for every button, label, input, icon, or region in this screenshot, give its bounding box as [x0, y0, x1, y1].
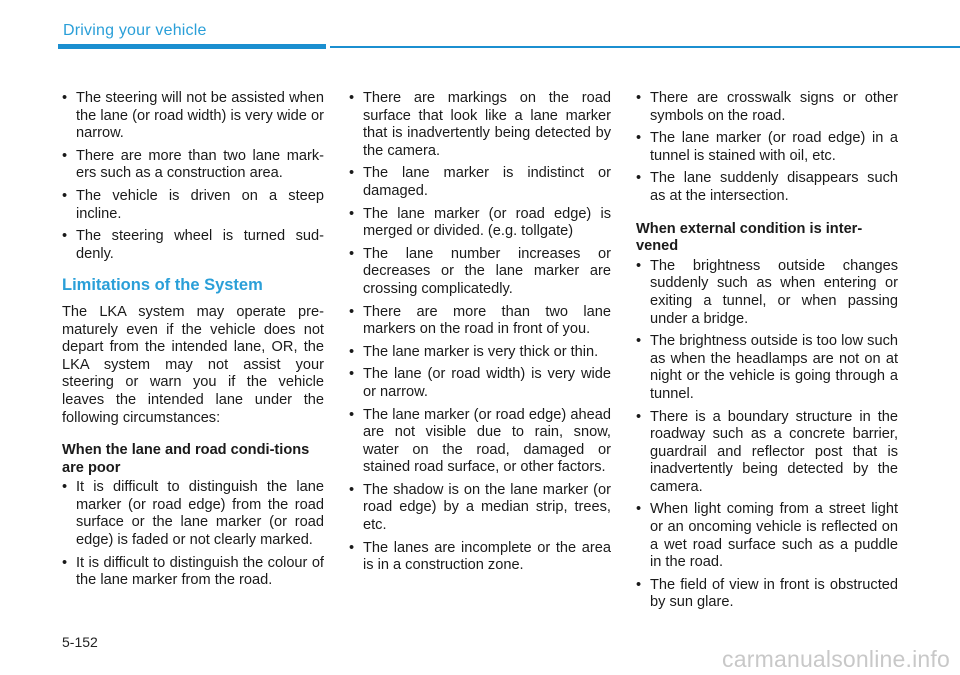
list-item: • It is difficult to distinguish the colour of the lane marker from the road.: [62, 555, 324, 590]
column-right: [636, 90, 898, 617]
bullet-list: [62, 479, 324, 590]
list-item: • The lane (or road width) is very wide or narrow.: [349, 366, 611, 401]
list-item: • The steering will not be assisted when the lane (or road width) is very wide or narrow.: [62, 90, 324, 143]
list-item: • The lane marker is very thick or thin.: [349, 344, 611, 362]
list-item: • There are more than two lane markers on the road in front of you.: [349, 304, 611, 339]
list-item: • The lanes are incomplete or the area is in a construction zone.: [349, 540, 611, 575]
header-rule: [330, 46, 960, 48]
list-item: • The field of view in front is obstructed by sun glare.: [636, 577, 898, 612]
list-item: • There are markings on the road surface that look like a lane marker that is inadvertently being detected by the camera.: [349, 90, 611, 160]
list-item: • The lane marker is indistinct or damaged.: [349, 165, 611, 200]
watermark: carmanualsonline.info: [722, 646, 950, 672]
column-left: [62, 90, 324, 595]
bullet-list: [636, 258, 898, 612]
list-item: • The brightness outside changes suddenly such as when entering or exiting a tunnel, or when passing under a bridge.: [636, 258, 898, 328]
section-title: Limitations of the System: [62, 276, 263, 295]
section-header: Driving your vehicle: [63, 22, 207, 39]
list-item: • When light coming from a street light or an oncoming vehicle is reflected on a wet road surface such as a puddle in the road.: [636, 501, 898, 571]
subheading: When external condition is inter-vened: [636, 220, 863, 255]
list-item: • The lane suddenly disappears such as at the intersection.: [636, 170, 898, 205]
bullet-list: [349, 90, 611, 575]
list-item: • The lane marker (or road edge) is merged or divided. (e.g. tollgate): [349, 206, 611, 241]
list-item: • The lane marker (or road edge) ahead are not visible due to rain, snow, water on the road, damaged or stained road surface, or other factors.: [349, 407, 611, 477]
list-item: • The shadow is on the lane marker (or road edge) by a median strip, trees, etc.: [349, 482, 611, 535]
list-item: • The steering wheel is turned sud-denly.: [62, 228, 324, 263]
header-accent-bar: [58, 44, 326, 49]
bullet-list: [62, 90, 324, 263]
column-middle: [349, 90, 611, 580]
bullet-list: [636, 90, 898, 206]
list-item: • The vehicle is driven on a steep incline.: [62, 188, 324, 223]
list-item: • There is a boundary structure in the roadway such as a concrete barrier, guardrail and reflector post that is inadvertently being detected by the camera.: [636, 409, 898, 497]
list-item: • There are crosswalk signs or other symbols on the road.: [636, 90, 898, 125]
list-item: • The lane marker (or road edge) in a tunnel is stained with oil, etc.: [636, 130, 898, 165]
list-item: • It is difficult to distinguish the lane marker (or road edge) from the road surface or the lane marker (or road edge) is faded or not clearly marked.: [62, 479, 324, 549]
list-item: • The lane number increases or decreases or the lane marker are crossing complicatedly.: [349, 246, 611, 299]
list-item: • There are more than two lane mark-ers such as a construction area.: [62, 148, 324, 183]
page-number: 5-152: [62, 634, 98, 650]
subheading: When the lane and road condi-tions are poor: [62, 442, 310, 476]
intro-paragraph: The LKA system may operate pre-maturely even if the vehicle does not depart from the intended lane, OR, the LKA system may not assist your steering or warn you if the vehicle leaves the intended lane under the following circumstances:: [62, 303, 324, 426]
list-item: • The brightness outside is too low such as when the headlamps are not on at night or the vehicle is going through a tunnel.: [636, 333, 898, 403]
